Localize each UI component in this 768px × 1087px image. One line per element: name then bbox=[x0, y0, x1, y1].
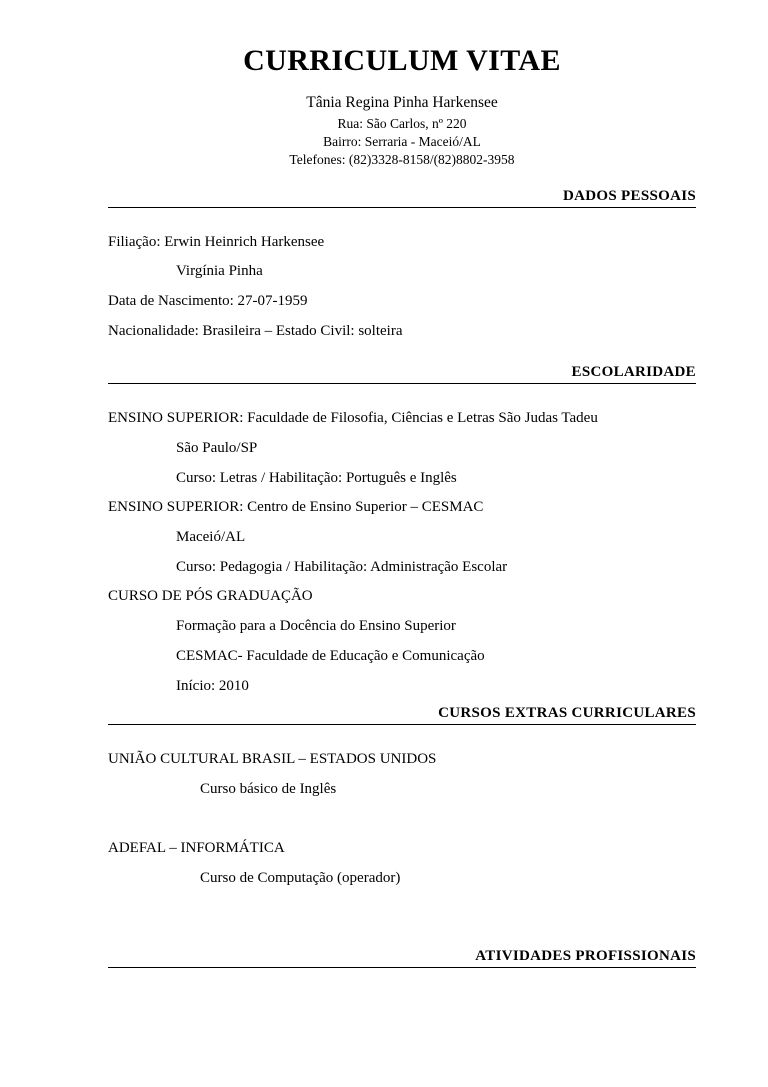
text-line: Data de Nascimento: 27-07-1959 bbox=[108, 292, 308, 309]
section-divider bbox=[108, 967, 696, 968]
section-heading-cursos-extras: CURSOS EXTRAS CURRICULARES bbox=[438, 705, 696, 722]
text-line: CESMAC- Faculdade de Educação e Comunicação bbox=[176, 647, 485, 664]
section-heading-escolaridade: ESCOLARIDADE bbox=[571, 364, 696, 381]
page-title: CURRICULUM VITAE bbox=[243, 44, 561, 77]
section-body-dados-pessoais bbox=[108, 228, 696, 347]
spacer bbox=[108, 208, 696, 228]
text-line: Maceió/AL bbox=[176, 529, 246, 546]
person-name: Tânia Regina Pinha Harkensee bbox=[306, 94, 498, 111]
text-line: Curso: Pedagogia / Habilitação: Administração Escolar bbox=[176, 558, 508, 575]
section-heading-dados-pessoais: DADOS PESSOAIS bbox=[563, 187, 696, 204]
contact-header bbox=[108, 93, 696, 170]
spacer bbox=[108, 384, 696, 404]
text-line: ENSINO SUPERIOR: Faculdade de Filosofia, Ciências e Letras São Judas Tadeu bbox=[108, 410, 598, 427]
section-body-escolaridade bbox=[108, 404, 696, 701]
neighborhood-line: Bairro: Serraria - Maceió/AL bbox=[323, 134, 481, 150]
text-line: ADEFAL – INFORMÁTICA bbox=[108, 840, 285, 857]
text-line: CURSO DE PÓS GRADUAÇÃO bbox=[108, 588, 313, 605]
text-line: Formação para a Docência do Ensino Superior bbox=[176, 618, 456, 635]
section-heading-atividades-profissionais: ATIVIDADES PROFISSIONAIS bbox=[475, 947, 696, 964]
text-line: ENSINO SUPERIOR: Centro de Ensino Superior – CESMAC bbox=[108, 499, 484, 516]
spacer bbox=[108, 725, 696, 745]
text-line: Curso de Computação (operador) bbox=[200, 869, 401, 886]
phones-line: Telefones: (82)3328-8158/(82)8802-3958 bbox=[289, 152, 515, 168]
text-line: Nacionalidade: Brasileira – Estado Civil: solteira bbox=[108, 322, 403, 339]
text-line: Curso básico de Inglês bbox=[200, 780, 337, 797]
text-line: Virgínia Pinha bbox=[176, 263, 263, 280]
text-line: São Paulo/SP bbox=[176, 440, 258, 457]
text-line: Filiação: Erwin Heinrich Harkensee bbox=[108, 233, 325, 250]
text-line-blank bbox=[108, 805, 696, 835]
text-line: Início: 2010 bbox=[176, 677, 249, 694]
text-line: Curso: Letras / Habilitação: Português e Inglês bbox=[176, 469, 457, 486]
section-body-cursos-extras bbox=[108, 745, 696, 893]
text-line: UNIÃO CULTURAL BRASIL – ESTADOS UNIDOS bbox=[108, 751, 437, 768]
spacer bbox=[108, 894, 696, 930]
address-line: Rua: São Carlos, nº 220 bbox=[337, 115, 467, 131]
